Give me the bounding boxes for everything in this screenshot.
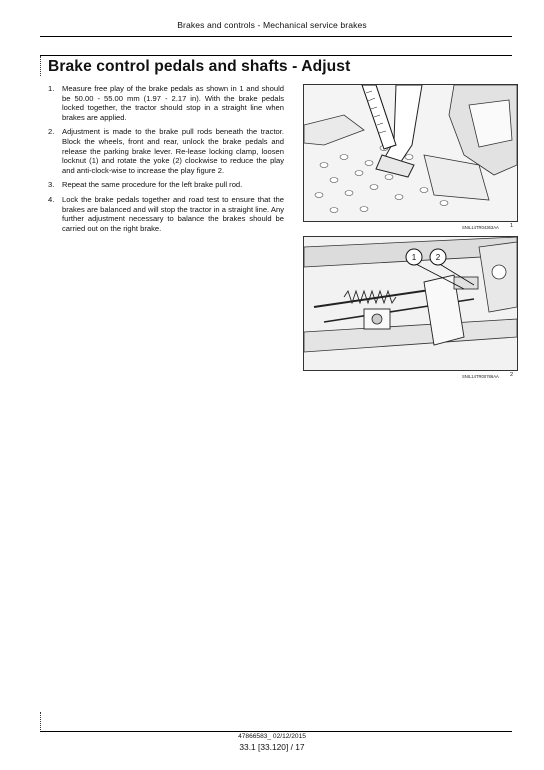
callout-2-label: 2 — [435, 253, 441, 262]
step-text: Measure free play of the brake pedals as shown in 1 and should be 50.00 - 55.00 mm (1.97 - 2.17 in). With the brake pedals locked together, the tractor should stop in a straight line when brakes are applied. — [62, 84, 284, 122]
step-text: Repeat the same procedure for the left brake pull rod. — [62, 180, 243, 190]
step-text: Adjustment is made to the brake pull rods beneath the tractor. Block the wheels, front and rear, unlock the brake pedals and release the parking brake lever. Re-lease locking clamp, loosen locknut (1) and rotate the yoke (2) clockwise to reduce the play and anti-clock-wise to increase the play figure 2. — [62, 127, 284, 175]
figure-2-caption: SNIL14TR00786AA — [462, 374, 499, 379]
step-item — [48, 84, 284, 122]
step-text: Lock the brake pedals together and road test to ensure that the brakes are balanced and will stop the tractor in a straight line. Any further adjustment necessary to balance the brakes should be carried out on the right brake. — [62, 194, 284, 233]
callout-1 — [406, 249, 422, 265]
step-number: 4. — [48, 194, 55, 204]
footer-rule — [40, 731, 512, 732]
footer-page-number: 33.1 [33.120] / 17 — [239, 742, 305, 752]
step-number: 1. — [48, 84, 55, 93]
figure-1-caption: SNIL14TR04363AA — [462, 225, 499, 230]
step-item — [48, 127, 284, 175]
figure-1-brake-pedal-photo — [303, 84, 518, 222]
margin-marker-bottom — [40, 712, 41, 732]
step-item — [48, 180, 284, 190]
procedure-steps — [48, 84, 284, 238]
section-title-rule — [40, 55, 512, 56]
header-rule — [40, 36, 512, 37]
page-title: Brake control pedals and shafts - Adjust — [48, 58, 351, 75]
footer-doc-id: 47866583_ 02/12/2015 — [238, 733, 306, 740]
figure-2-number: 2 — [510, 372, 514, 378]
callout-2 — [430, 249, 446, 265]
step-number: 2. — [48, 127, 55, 137]
figure-2-brake-pull-rod-photo — [303, 236, 518, 371]
step-item — [48, 195, 284, 233]
figure-1-number: 1 — [510, 223, 514, 229]
step-number: 3. — [48, 180, 55, 190]
margin-marker — [40, 56, 41, 76]
callout-1-label: 1 — [411, 253, 417, 262]
page-header: Brakes and controls - Mechanical service brakes — [177, 20, 367, 30]
